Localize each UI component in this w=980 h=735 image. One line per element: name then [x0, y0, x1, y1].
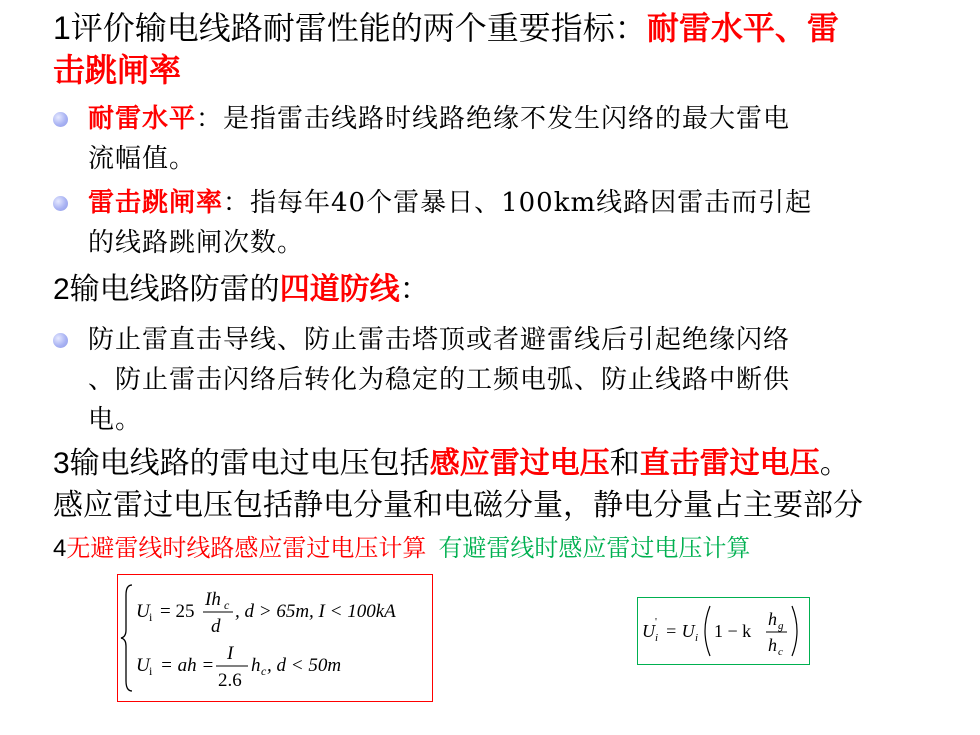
- heading-2-prefix: 2输电线路防雷的: [53, 273, 280, 306]
- bullet-icon: [53, 112, 68, 127]
- bullet-2-text: ：指每年40个雷暴日、100km线路因雷击而引起: [223, 188, 813, 218]
- formula-1-svg: [118, 575, 432, 701]
- bullet-2-line-2: [88, 225, 304, 261]
- heading-2-highlight: 四道防线: [279, 272, 400, 307]
- bullet-3-line-3: [88, 402, 142, 438]
- f2-sup: ': [655, 616, 657, 628]
- f1-u: U: [136, 601, 150, 622]
- bullet-3-text-end: 电。: [88, 405, 143, 435]
- heading-4-red-text: 无避雷线时线路感应雷过电压计算: [66, 534, 427, 562]
- f2-u: U: [642, 621, 655, 641]
- bullet-icon: [53, 333, 68, 348]
- f2-num-sub: g: [778, 620, 784, 632]
- bullet-3-text: 防止雷直击导线、防止雷击塔顶或者避雷线后引起绝缘闪络: [88, 325, 791, 355]
- heading-1-line-1: [53, 8, 839, 48]
- formula-box-with-ground-wire: [637, 597, 810, 665]
- f1-eq: = 25: [160, 601, 195, 622]
- f1-cond2: , d < 50m: [267, 655, 342, 676]
- bullet-2-line-1: [88, 185, 812, 221]
- f2-num: h: [768, 609, 777, 629]
- heading-3-highlight-1: 感应雷过电压: [429, 446, 610, 481]
- bullet-2-text-cont: 的线路跳闸次数。: [88, 228, 305, 258]
- heading-1-prefix: 1评价输电线路耐雷性能的两个重要指标：: [53, 10, 647, 46]
- f2-den-sub: c: [778, 646, 783, 658]
- f2-den: h: [768, 635, 777, 655]
- f1-h-sub: c: [261, 664, 267, 678]
- bullet-1-text-cont: 流幅值。: [88, 144, 197, 174]
- f2-one-minus: 1 − k: [714, 621, 752, 641]
- f1-u2-sub: i: [149, 664, 153, 678]
- f2-sub: i: [655, 632, 659, 644]
- brace-icon: [121, 585, 132, 691]
- bullet-3-line-1: [88, 322, 790, 358]
- formula-2-svg: [638, 598, 809, 664]
- heading-3-highlight-2: 直击雷过电压: [639, 446, 820, 481]
- f1-den: d: [211, 616, 221, 637]
- f1-num: Ih: [205, 589, 221, 610]
- f2-rhs-sub: i: [695, 632, 699, 644]
- f1-cond: , d > 65m, I < 100kA: [235, 601, 396, 622]
- heading-1-highlight: 耐雷水平、雷: [646, 9, 839, 47]
- bullet-icon: [53, 196, 68, 211]
- f2-right-paren: [792, 606, 797, 656]
- heading-4: [53, 532, 750, 565]
- heading-1-highlight-cont: 击跳闸率: [53, 51, 182, 89]
- heading-3-line-2: [53, 486, 863, 526]
- heading-3-prefix: 3输电线路的雷电过电压包括: [53, 447, 430, 480]
- bullet-1-line-1: [88, 101, 790, 137]
- bullet-2-term: 雷击跳闸率: [88, 188, 224, 218]
- f1-den2: 2.6: [218, 670, 242, 691]
- f1-u-sub: i: [149, 610, 153, 624]
- bullet-3-text-cont: 、防止雷击闪络后转化为稳定的工频电弧、防止线路中断供: [88, 365, 791, 395]
- f1-u2: U: [136, 655, 150, 676]
- formula-box-no-ground-wire: [117, 574, 433, 702]
- f1-num-sub: c: [224, 598, 230, 612]
- f1-eq2: = ah =: [160, 655, 215, 676]
- bullet-1-text: ：是指雷击线路时线路绝缘不发生闪络的最大雷电: [196, 104, 791, 134]
- bullet-1-term: 耐雷水平: [88, 104, 197, 134]
- heading-2: [53, 270, 430, 310]
- bullet-1-line-2: [88, 141, 196, 177]
- f2-eq: = U: [665, 621, 695, 641]
- heading-3-line-1: [53, 444, 850, 484]
- heading-3-suffix: 。: [819, 446, 850, 481]
- heading-3-text: 感应雷过电压包括静电分量和电磁分量，静电分量占主要部分: [53, 488, 863, 523]
- heading-1-line-2: [53, 50, 181, 90]
- heading-4-green-text: 有避雷线时感应雷过电压计算: [438, 534, 751, 562]
- f1-h: h: [251, 655, 261, 676]
- heading-2-suffix: ：: [399, 272, 430, 307]
- bullet-3-line-2: [88, 362, 790, 398]
- f2-left-paren: [705, 606, 710, 656]
- f1-num2: I: [227, 643, 234, 664]
- heading-3-middle: 和: [609, 446, 640, 481]
- heading-4-num: 4: [53, 535, 67, 562]
